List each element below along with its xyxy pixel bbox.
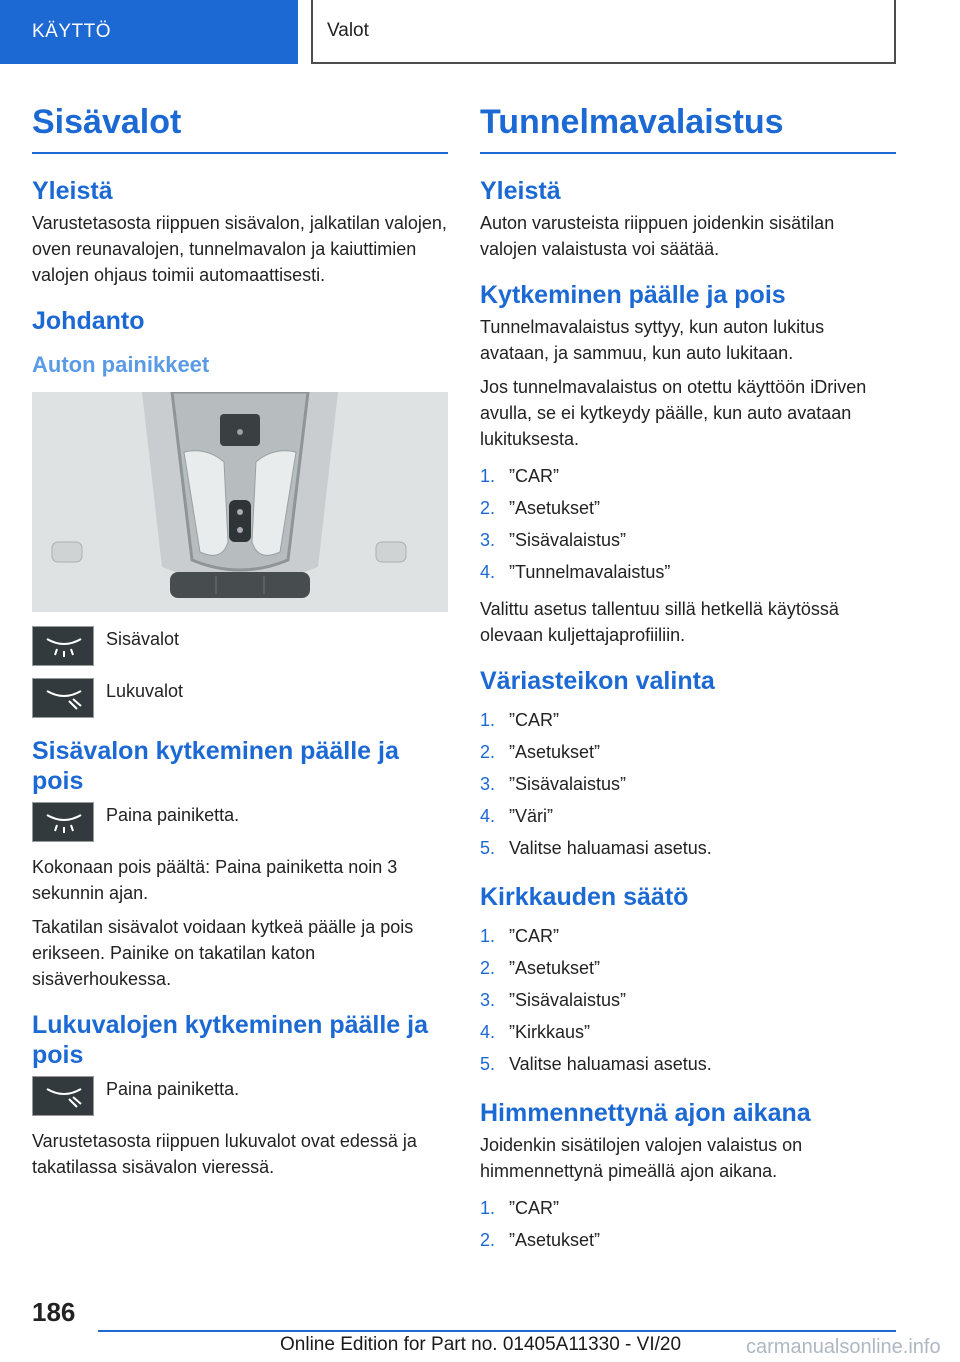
onoff-after-text: Valittu asetus tallentuu sillä hetkellä käytössä olevaan kuljettajaprofiiliin. <box>480 599 839 645</box>
list-item: 4. ”Kirkkaus” <box>480 1022 591 1042</box>
reading-light-button-icon <box>32 1076 94 1116</box>
list-item: 1. ”CAR” <box>480 710 559 730</box>
reading-light-label: Lukuvalot <box>106 681 184 701</box>
list-item: 2. ”Asetukset” <box>480 742 601 762</box>
switch-press-text: Paina painiketta. <box>106 805 240 825</box>
switch-heading: Sisävalon kytkeminen päälle ja pois <box>32 737 399 795</box>
list-item: 5. Valitse haluamasi asetus. <box>480 1054 712 1074</box>
right-column <box>480 100 896 1264</box>
list-item: 2. ”Asetukset” <box>480 1230 601 1250</box>
color-heading: Väriasteikon valinta <box>480 667 715 695</box>
reading-light-icon-row <box>32 678 448 718</box>
ambient-general-text: Auton varusteista riippuen joidenkin sisätilan valojen valaistusta voi säätää. <box>480 213 835 259</box>
header-chapter-label: Valot <box>327 20 369 41</box>
dim-heading: Himmennettynä ajon aikana <box>480 1099 811 1127</box>
watermark: carmanualsonline.info <box>746 1336 941 1358</box>
list-item: 3. ”Sisävalaistus” <box>480 530 627 550</box>
buttons-heading: Auton painikkeet <box>32 352 210 377</box>
reading-light-button-icon <box>32 678 94 718</box>
list-item: 2. ”Asetukset” <box>480 958 601 978</box>
list-item: 1. ”CAR” <box>480 1198 559 1218</box>
reading-heading: Lukuvalojen kytkeminen päälle ja pois <box>32 1011 428 1069</box>
list-item: 2. ”Asetukset” <box>480 498 601 518</box>
brightness-steps <box>480 920 896 1080</box>
reading-icon-row <box>32 1076 448 1116</box>
interior-light-label: Sisävalot <box>106 629 180 649</box>
dim-text: Joidenkin sisätilojen valojen valaistus on himmennettynä pimeällä ajon aikana. <box>480 1135 803 1181</box>
switch-text-1: Kokonaan pois päältä: Paina painiketta noin 3 sekunnin ajan. <box>32 857 398 903</box>
general-heading: Yleistä <box>32 177 113 205</box>
page-number: 186 <box>32 1297 76 1327</box>
onoff-heading: Kytkeminen päälle ja pois <box>480 281 786 309</box>
ambient-general-heading: Yleistä <box>480 177 561 205</box>
reading-press-text: Paina painiketta. <box>106 1079 240 1099</box>
left-column <box>32 100 448 1188</box>
brightness-heading: Kirkkauden säätö <box>480 883 689 911</box>
roof-console-illustration <box>32 392 448 612</box>
onoff-steps <box>480 460 896 588</box>
footer-divider <box>98 1330 896 1332</box>
roof-console-photo <box>32 392 448 612</box>
header-section-label: KÄYTTÖ <box>32 21 112 42</box>
list-item: 4. ”Tunnelmavalaistus” <box>480 562 671 582</box>
onoff-text-2: Jos tunnelmavalaistus on otettu käyttöön iDriven avulla, se ei kytkeydy päälle, kun auto avataan lukituksesta. <box>480 377 867 449</box>
interior-light-icon-row <box>32 626 448 666</box>
interior-light-button-icon <box>32 626 94 666</box>
header-section-tab <box>0 0 298 64</box>
reading-text: Varustetasosta riippuen lukuvalot ovat edessä ja takatilassa sisävalon vieressä. <box>32 1131 417 1177</box>
list-item: 1. ”CAR” <box>480 926 559 946</box>
list-item: 5. Valitse haluamasi asetus. <box>480 838 712 858</box>
switch-text-2: Takatilan sisävalot voidaan kytkeä päälle ja pois erikseen. Painike on takatilan katon sisäverhoukessa. <box>32 917 414 989</box>
list-item: 3. ”Sisävalaistus” <box>480 990 627 1010</box>
intro-heading: Johdanto <box>32 307 145 335</box>
switch-icon-row <box>32 802 448 842</box>
list-item: 1. ”CAR” <box>480 466 559 486</box>
footer-edition: Online Edition for Part no. 01405A11330 - VI/20 <box>280 1334 682 1355</box>
color-steps <box>480 704 896 864</box>
list-item: 4. ”Väri” <box>480 806 553 826</box>
header-chapter-box <box>311 0 896 64</box>
interior-light-button-icon <box>32 802 94 842</box>
dim-steps <box>480 1192 896 1256</box>
ambient-lighting-title: Tunnelmavalaistus <box>480 100 896 154</box>
interior-lights-title: Sisävalot <box>32 100 448 154</box>
general-text: Varustetasosta riippuen sisävalon, jalkatilan valojen, oven reunavalojen, tunnelmavalon ja kaiuttimien valojen ohjaus toimii automaattisesti. <box>32 213 447 285</box>
onoff-text-1: Tunnelmavalaistus syttyy, kun auton lukitus avataan, ja sammuu, kun auto lukitaan. <box>480 317 825 363</box>
list-item: 3. ”Sisävalaistus” <box>480 774 627 794</box>
